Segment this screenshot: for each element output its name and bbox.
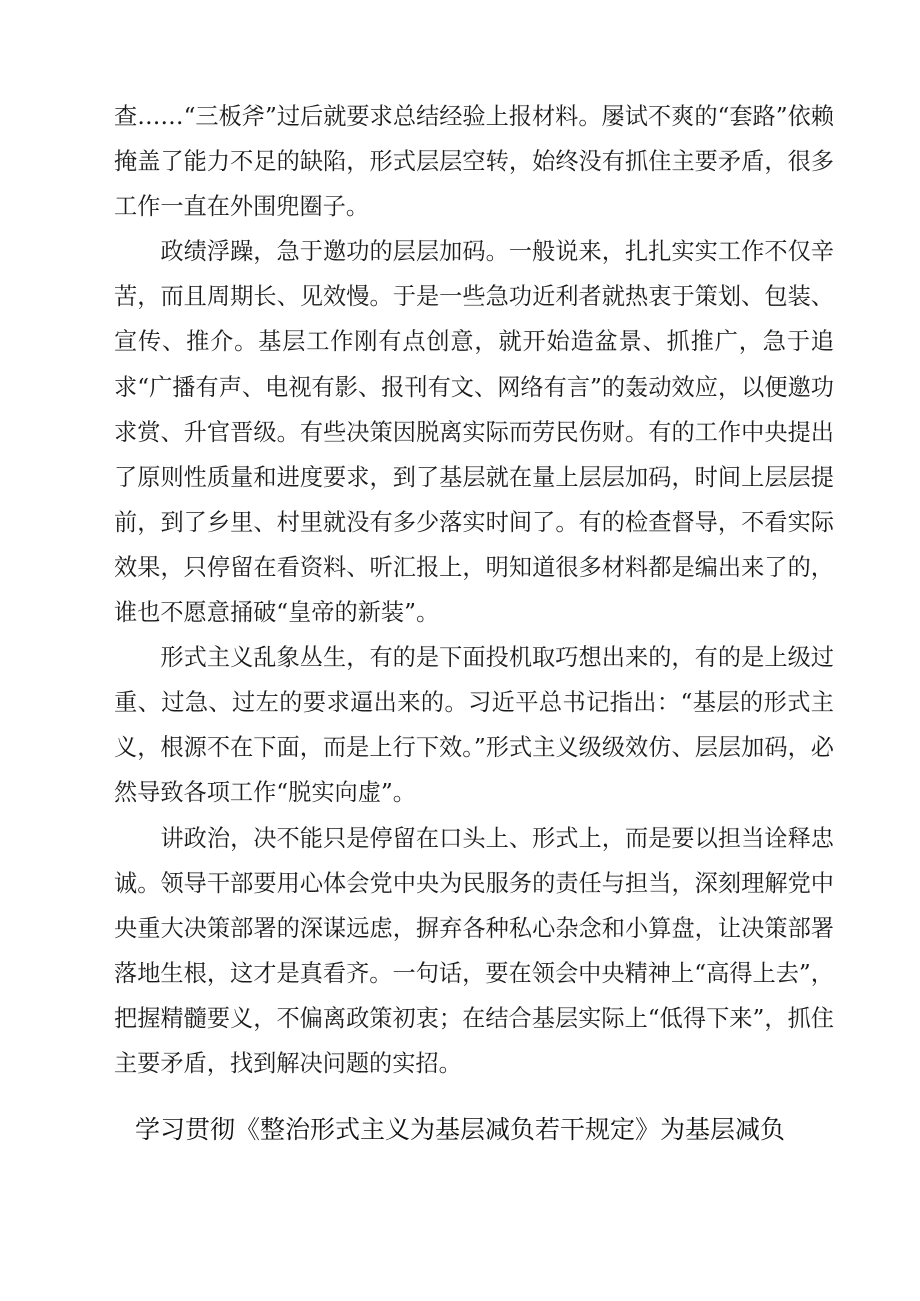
paragraph-continuation: 查……“三板斧”过后就要求总结经验上报材料。屡试不爽的“套路”依赖掩盖了能力不足的缺陷，形式层层空转，始终没有抓住主要矛盾，很多工作一直在外围兜圈子。 xyxy=(114,103,834,221)
paragraph-formalism-chaos: 形式主义乱象丛生，有的是下面投机取巧想出来的，有的是上级过重、过急、过左的要求逼出来的。习近平总书记指出：“基层的形式主义，根源不在下面，而是上行下效。”形式主义级级效仿、层层加码，必然导致各项工作“脱实向虚”。 xyxy=(114,644,834,807)
paragraph-political-impetuousness: 政绩浮躁，急于邀功的层层加码。一般说来，扎扎实实工作不仅辛苦，而且周期长、见效慢。于是一些急功近利者就热衷于策划、包装、宣传、推介。基层工作刚有点创意，就开始造盆景、抓推广，急于追求“广播有声、电视有影、报刊有文、网络有言”的轰动效应，以便邀功求赏、升官晋级。有些决策因脱离实际而劳民伤财。有的工作中央提出了原则性质量和进度要求，到了基层就在量上层层加码，时间上层层提前，到了乡里、村里就没有多少落实时间了。有的检查督导，不看实际效果，只停留在看资料、听汇报上，明知道很多材料都是编出来了的，谁也不愿意捅破“皇帝的新装”。 xyxy=(114,238,834,627)
paragraph-talk-politics: 讲政治，决不能只是停留在口头上、形式上，而是要以担当诠释忠诚。领导干部要用心体会党中央为民服务的责任与担当，深刻理解党中央重大决策部署的深谋远虑，摒弃各种私心杂念和小算盘，让决策部署落地生根，这才是真看齐。一句话，要在领会中央精神上“高得上去”，把握精髓要义，不偏离政策初衷；在结合基层实际上“低得下来”，抓住主要矛盾，找到解决问题的实招。 xyxy=(114,824,834,1077)
section-heading: 学习贯彻《整治形式主义为基层减负若干规定》为基层减负 xyxy=(134,1115,785,1144)
article-body xyxy=(114,94,834,1086)
